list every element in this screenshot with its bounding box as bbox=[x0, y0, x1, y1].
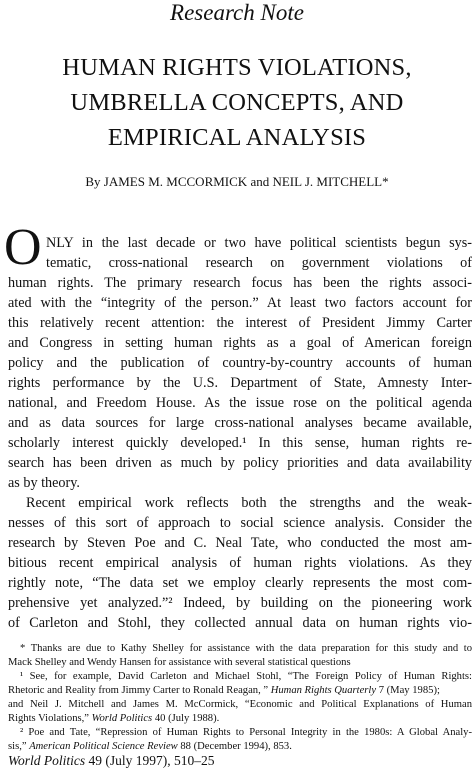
text-line: human rights. The primary research focus has been the rights associ- bbox=[8, 275, 472, 291]
footnote-thanks-line: * Thanks are due to Kathy Shelley for assistance with the data preparation for this study and to bbox=[20, 643, 472, 654]
footnote-thanks-line: Mack Shelley and Wendy Hansen for assistance with several statistical questions bbox=[8, 657, 351, 668]
drop-cap: O bbox=[4, 219, 42, 276]
footnote-1-line: ¹ See, for example, David Carleton and Michael Stohl, “The Foreign Policy of Human Rights: bbox=[20, 671, 472, 682]
journal-title: Human Rights Quarterly bbox=[270, 685, 377, 696]
text-line: this relatively recent attention: the interest of President Jimmy Carter bbox=[8, 315, 472, 331]
text-line: scholarly interest quickly developed.¹ In this sense, human rights re- bbox=[8, 435, 472, 451]
text-line: as by theory. bbox=[8, 475, 80, 491]
article-title bbox=[0, 50, 474, 155]
title-line: UMBRELLA CONCEPTS, AND bbox=[70, 89, 404, 116]
section-label: Research Note bbox=[170, 0, 304, 25]
title-line: HUMAN RIGHTS VIOLATIONS, bbox=[62, 54, 412, 81]
text-line: prehensive yet analyzed.”² Indeed, by building on the pioneering work bbox=[8, 595, 472, 611]
text-line: of Carleton and Stohl, they collected annual data on human rights vio- bbox=[8, 615, 472, 631]
author-byline: By JAMES M. MCCORMICK and NEIL J. MITCHELL* bbox=[85, 174, 389, 189]
text-line: rightly note, “The data set we employ clearly represents the most com- bbox=[8, 575, 472, 591]
text-line: policy and the publication of country-by-country accounts of human bbox=[8, 355, 472, 371]
footnote-1-line: and Neil J. Mitchell and James M. McCormick, “Economic and Political Explanations of Human bbox=[8, 699, 472, 710]
footnote-1-line: Rhetoric and Reality from Jimmy Carter to Ronald Reagan, ” Human Rights Quarterly 7 (May 1985); bbox=[8, 685, 440, 696]
text-line: and Congress in setting human rights as a goal of American foreign bbox=[8, 335, 472, 351]
footer-citation: 49 (July 1997), 510–25 bbox=[85, 753, 215, 768]
footnote-1-line: Rights Violations,” World Politics 40 (July 1988). bbox=[8, 713, 220, 724]
text-line: and as data sources for large cross-national analyses became available, bbox=[8, 415, 472, 431]
text-line: ated with the “integrity of the person.” At least two factors account for bbox=[8, 295, 472, 311]
text-line: nesses of this sort of approach to social science analysis. Consider the bbox=[8, 515, 472, 531]
text-line: bitious recent empirical analysis of human rights violations. As they bbox=[8, 555, 472, 571]
text-line: rights performance by the U.S. Department of State, Amnesty Inter- bbox=[8, 375, 472, 391]
text-line: Recent empirical work reflects both the strengths and the weak- bbox=[26, 495, 472, 511]
text-line: national, and Freedom House. As the issue rose on the political agenda bbox=[8, 395, 472, 411]
text-line: NLY in the last decade or two have political scientists begun sys- bbox=[46, 235, 472, 251]
text-line: tematic, cross-national research on government violations of bbox=[46, 255, 472, 271]
journal-title: American Political Science Review bbox=[29, 741, 178, 752]
text-line: research by Steven Poe and C. Neal Tate, who conducted the most am- bbox=[8, 535, 472, 551]
footnote-2-line: sis,” American Political Science Review 88 (December 1994), 853. bbox=[8, 741, 292, 752]
title-line: EMPIRICAL ANALYSIS bbox=[107, 124, 367, 151]
footnote-2-line: ² Poe and Tate, “Repression of Human Rights to Personal Integrity in the 1980s: A Global Analy- bbox=[20, 727, 472, 738]
citation-footer bbox=[8, 752, 215, 770]
journal-title: World Politics bbox=[91, 713, 153, 724]
footer-journal: World Politics bbox=[8, 753, 86, 768]
text-line: search has been driven as much by policy priorities and data availability bbox=[8, 455, 472, 471]
